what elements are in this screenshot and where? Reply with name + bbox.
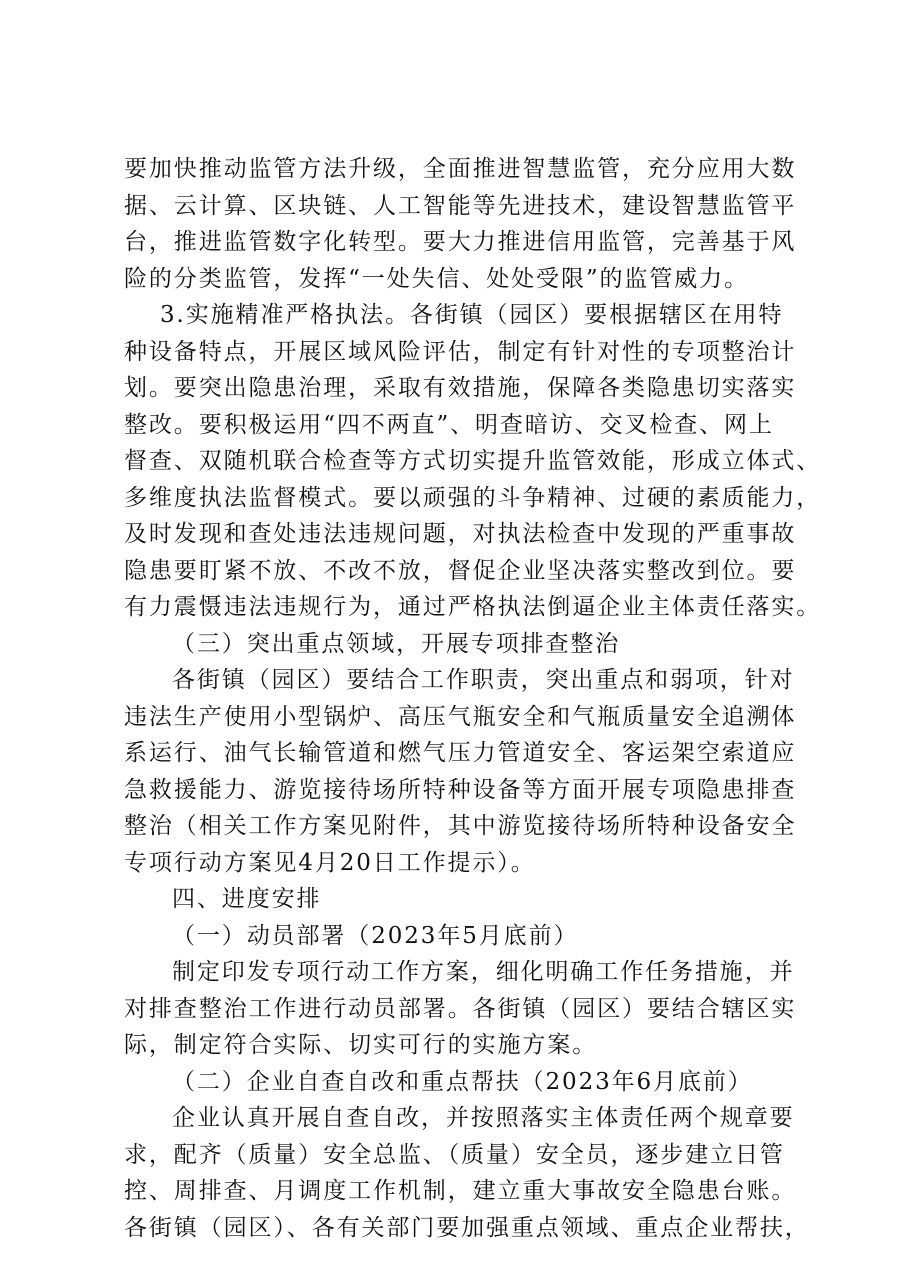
- text-line: 据、云计算、区块链、人工智能等先进技术，建设智慧监管平: [124, 192, 797, 219]
- text-line: 台，推进监管数字化转型。要大力推进信用监管，完善基于风: [124, 229, 797, 255]
- text-line: 对排查整治工作进行动员部署。各街镇（园区）要结合辖区实: [124, 995, 797, 1022]
- text-line: 违法生产使用小型锅炉、高压气瓶安全和气瓶质量安全追溯体: [124, 703, 797, 730]
- text-line: 际，制定符合实际、切实可行的实施方案。: [124, 1032, 598, 1058]
- text-line: 求，配齐（质量）安全总监、（质量）安全员，逐步建立日管: [124, 1141, 785, 1168]
- text-line: 专项行动方案见4月20日工作提示）。: [124, 849, 536, 876]
- text-line: 系运行、油气长输管道和燃气压力管道安全、客运架空索道应: [124, 740, 797, 766]
- text-line: 整改。要积极运用“四不两直”、明查暗访、交叉检查、网上: [124, 411, 774, 438]
- text-line: 制定印发专项行动工作方案，细化明确工作任务措施，并: [172, 959, 795, 985]
- text-line: 划。要突出隐患治理，采取有效措施，保障各类隐患切实落实: [124, 375, 797, 401]
- text-line: 各街镇（园区）、各有关部门要加强重点领域、重点企业帮扶，: [124, 1214, 810, 1241]
- text-line: 整治（相关工作方案见附件，其中游览接待场所特种设备安全: [124, 813, 797, 839]
- section-heading: （二）企业自查自改和重点帮扶（2023年6月底前）: [172, 1068, 753, 1095]
- text-line: 险的分类监管，发挥“一处失信、处处受限”的监管威力。: [124, 265, 749, 292]
- text-line: 及时发现和查处违法违规问题，对执法检查中发现的严重事故: [124, 521, 797, 547]
- text-line: 多维度执法监督模式。要以顽强的斗争精神、过硬的素质能力，: [124, 484, 822, 511]
- text-line: 要加快推动监管方法升级，全面推进智慧监管，充分应用大数: [124, 156, 797, 182]
- text-line: 隐患要盯紧不放、不改不放，督促企业坚决落实整改到位。要: [124, 557, 797, 584]
- section-heading: 四、进度安排: [172, 886, 322, 912]
- text-line: 有力震慑违法违规行为，通过严格执法倒逼企业主体责任落实。: [124, 594, 822, 620]
- text-line: 急救援能力、游览接待场所特种设备等方面开展专项隐患排查: [124, 776, 797, 803]
- text-line: 各街镇（园区）要结合工作职责，突出重点和弱项，针对: [172, 667, 795, 693]
- section-heading: （一）动员部署（2023年5月底前）: [172, 922, 579, 949]
- text-line: 3.实施精准严格执法。各街镇（园区）要根据辖区在用特: [160, 302, 784, 328]
- text-line: 督查、双随机联合检查等方式切实提升监管效能，形成立体式、: [124, 448, 822, 474]
- text-line: 企业认真开展自查自改，并按照落实主体责任两个规章要: [172, 1105, 795, 1131]
- text-line: 种设备特点，开展区域风险评估，制定有针对性的专项整治计: [124, 338, 797, 365]
- document-body: [124, 151, 822, 1246]
- text-line: 控、周排查、月调度工作机制，建立重大事故安全隐患台账。: [124, 1178, 797, 1204]
- section-heading: （三）突出重点领域，开展专项排查整治: [172, 630, 621, 657]
